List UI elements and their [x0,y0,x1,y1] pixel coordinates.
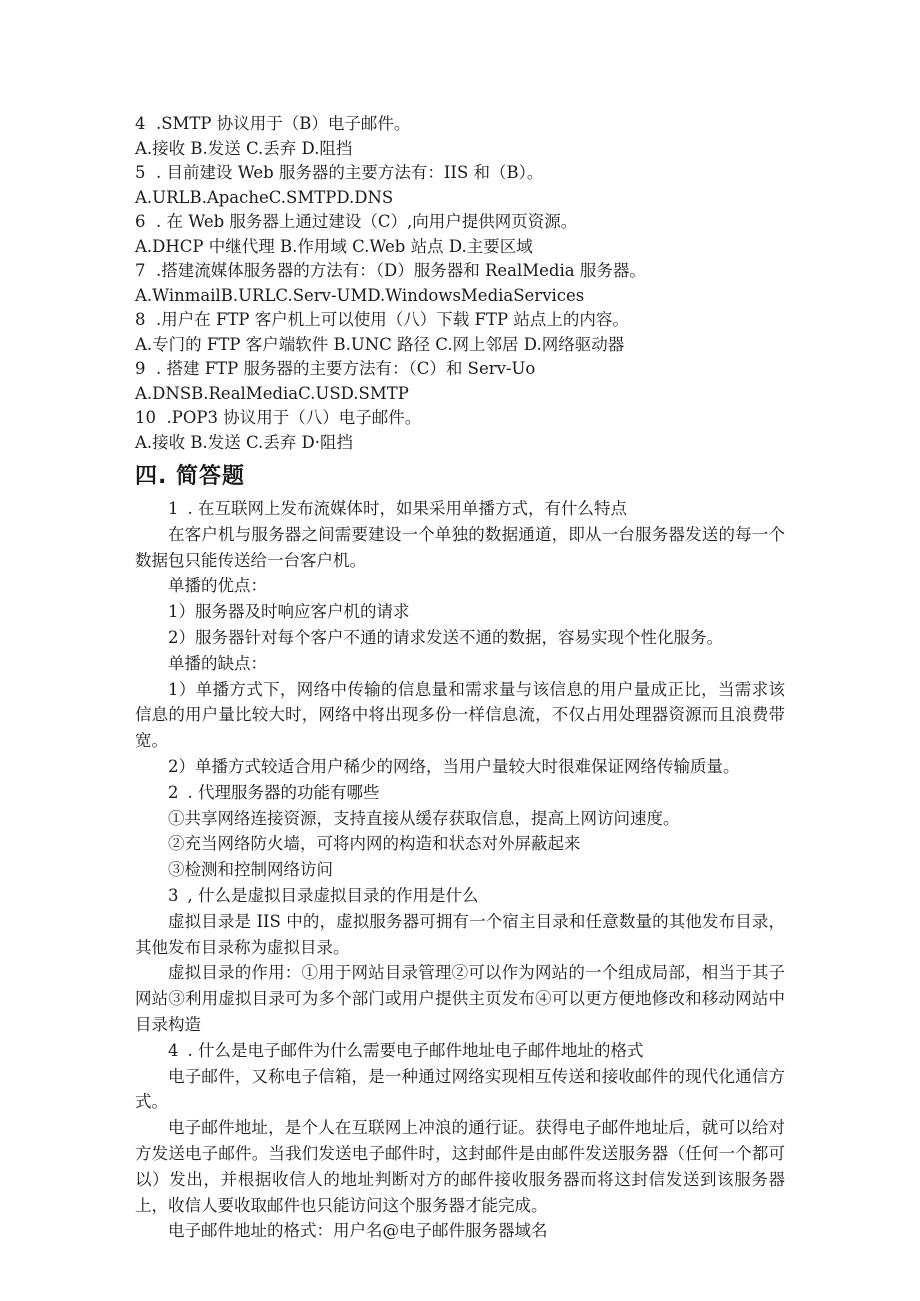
sa-unicast-con-2: 2）单播方式较适合用户稀少的网络，当用户量较大时很难保证网络传输质量。 [168,756,740,776]
sa-email-address-explanation: 电子邮件地址，是个人在互联网上冲浪的通行证。获得电子邮件地址后，就可以给对方发送电子邮件。当我们发送电子邮件时，这封邮件是由邮件发送服务器（任何一个都可以）发出，并根据收信人的地址判断对方的邮件接收服务器而将这封信发送到该服务器上，收信人要收取邮件也只能访问这个服务器才能完成。 [135,1118,785,1215]
question-6: 6 . 在 Web 服务器上通过建设（C）,向用户提供网页资源。 [135,212,578,231]
sa-unicast-cons-heading: 单播的缺点： [168,653,267,673]
sa-unicast-pros-heading: 单播的优点： [168,576,267,596]
sa-email-address-format: 电子邮件地址的格式：用户名@电子邮件服务器域名 [168,1221,548,1241]
sa-virtual-dir-uses: 虚拟目录的作用：①用于网站目录管理②可以作为网站的一个组成局部，相当于其子网站③利用虚拟目录可为多个部门或用户提供主页发布④可以更方便地修改和移动网站中目录构造 [135,963,785,1034]
sa-unicast-con-1: 1）单播方式下，网络中传输的信息量和需求量与该信息的用户量成正比，当需求该信息的用户量比较大时，网络中将出现多份一样信息流，不仅占用处理器资源而且浪费带宽。 [135,679,785,751]
question-10: 10 .POP3 协议用于（八）电子邮件。 [135,408,422,427]
question-9-options: A.DNSB.RealMediaC.USD.SMTP [135,383,409,403]
sa-proxy-function-2: ②充当网络防火墙，可将内网的构造和状态对外屏蔽起来 [168,834,581,854]
sa-question-4: 4 . 什么是电子邮件为什么需要电子邮件地址电子邮件地址的格式 [168,1040,644,1060]
question-5: 5 . 目前建设 Web 服务器的主要方法有：IIS 和（B）。 [135,163,544,182]
section-title: 四. 简答题 [135,464,246,489]
question-6-options: A.DHCP 中继代理 B.作用域 C.Web 站点 D.主要区域 [135,236,533,256]
sa-email-definition: 电子邮件，又称电子信箱，是一种通过网络实现相互传送和接收邮件的现代化通信方式。 [135,1066,785,1112]
question-8: 8 .用户在 FTP 客户机上可以使用（八）下载 FTP 站点上的内容。 [135,310,629,329]
question-4: 4 .SMTP 协议用于（B）电子邮件。 [135,114,411,133]
question-7-options: A.WinmailB.URLC.Serv-UMD.WindowsMediaServices [135,285,585,305]
sa-question-3: 3 , 什么是虚拟目录虚拟目录的作用是什么 [168,885,479,905]
question-7: 7 .搭建流媒体服务器的方法有：（D）服务器和 RealMedia 服务器。 [135,261,646,280]
question-10-options: A.接收 B.发送 C.丢弃 D·阻挡 [135,432,354,452]
question-4-options: A.接收 B.发送 C.丢弃 D.阻挡 [135,138,353,158]
sa-question-1: 1 . 在互联网上发布流媒体时，如果采用单播方式，有什么特点 [168,499,627,518]
sa-unicast-pro-1: 1）服务器及时响应客户机的请求 [168,602,410,622]
document-body [135,112,785,1244]
sa-proxy-function-1: ①共享网络连接资源，支持直接从缓存获取信息，提高上网访问速度。 [168,808,680,828]
sa-proxy-function-3: ③检测和控制网络访问 [168,860,333,880]
question-5-options: A.URLB.ApacheC.SMTPD.DNS [135,187,394,207]
sa-virtual-dir-definition: 虚拟目录是 IIS 中的，虚拟服务器可拥有一个宿主目录和任意数量的其他发布目录，其他发布目录称为虚拟目录。 [135,911,785,957]
question-9: 9 . 搭建 FTP 服务器的主要方法有：（C）和 Serv-Uo [135,359,536,378]
sa-question-2: 2 . 代理服务器的功能有哪些 [168,782,380,802]
sa-answer-1-text: 在客户机与服务器之间需要建设一个单独的数据通道，即从一台服务器发送的每一个数据包只能传送给一台客户机。 [135,524,785,570]
short-answer-section [135,496,785,1244]
sa-unicast-pro-2: 2）服务器针对每个客户不通的请求发送不通的数据，容易实现个性化服务。 [168,627,723,647]
question-8-options: A.专门的 FTP 客户端软件 B.UNC 路径 C.网上邻居 D.网络驱动器 [135,334,625,354]
